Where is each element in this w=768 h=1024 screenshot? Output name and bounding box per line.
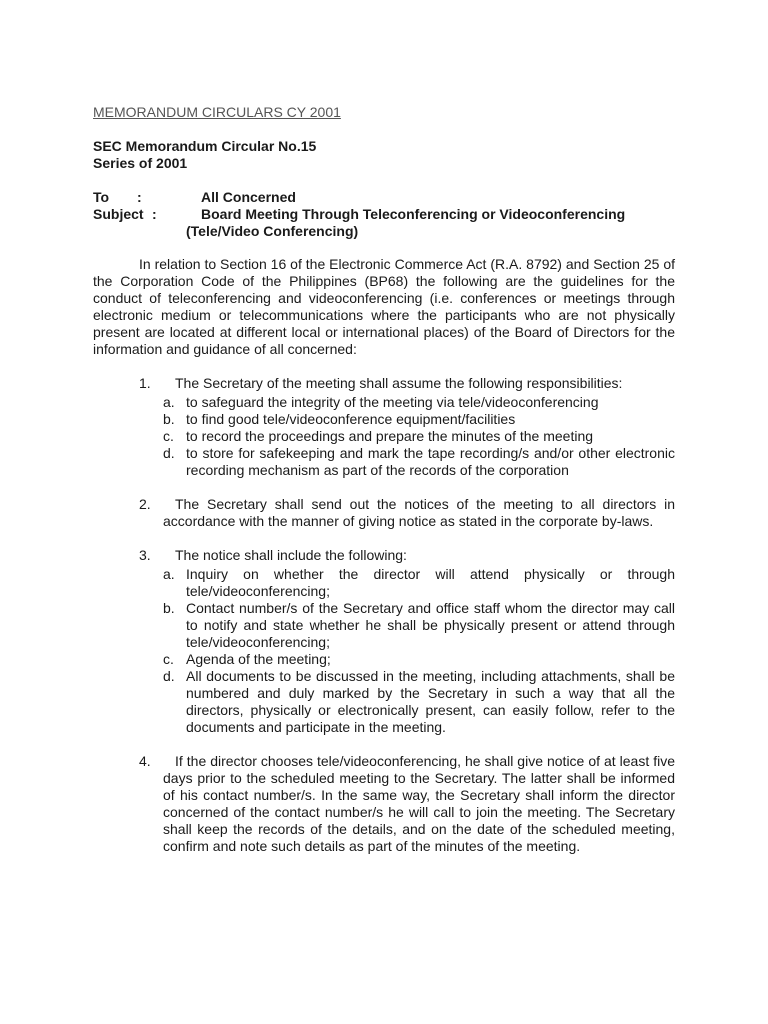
item-text: The Secretary shall send out the notices of the meeting to all directors in accordance with the manner of giving notice as stated in the corporate by-laws. bbox=[163, 496, 675, 529]
to-colon: : bbox=[137, 189, 142, 205]
subject-value: Board Meeting Through Teleconferencing or Videoconferencing bbox=[201, 206, 626, 222]
item-text: If the director chooses tele/videoconferencing, he shall give notice of at least five days prior to the scheduled meeting to the Secretary. The latter shall be informed of his contact number/s. In the same way, the Secretary shall inform the director concerned of the contact number/s he will call to join the meeting. The Secretary shall keep the records of the details, and on the date of the scheduled meeting, confirm and note such details as part of the minutes of the meeting. bbox=[163, 753, 675, 854]
sub-item-letter: c. bbox=[163, 428, 174, 444]
to-value: All Concerned bbox=[201, 189, 296, 205]
list-item bbox=[93, 496, 675, 530]
sub-item bbox=[93, 394, 675, 411]
sub-item-letter: a. bbox=[163, 566, 175, 582]
sub-list bbox=[163, 394, 675, 479]
list-item bbox=[93, 547, 675, 736]
subject-label: Subject bbox=[93, 206, 144, 222]
sub-item-text: to find good tele/videoconference equipment/facilities bbox=[186, 411, 516, 427]
circular-title-block bbox=[93, 138, 675, 172]
item-number: 1. bbox=[139, 375, 151, 391]
sub-item bbox=[93, 651, 675, 668]
item-text: The Secretary of the meeting shall assume the following responsibilities: bbox=[175, 375, 623, 391]
sub-item-text: All documents to be discussed in the meeting, including attachments, shall be numbered and duly marked by the Secretary in such a way that all the directors, physically or electronically present, can easily follow, refer to the documents and participate in the meeting. bbox=[186, 668, 675, 735]
sub-item-text: Inquiry on whether the director will attend physically or through tele/videoconferencing; bbox=[186, 566, 675, 599]
to-label: To bbox=[93, 189, 110, 205]
sub-item-letter: d. bbox=[163, 668, 175, 684]
item-text: The notice shall include the following: bbox=[175, 547, 407, 563]
sub-item-text: Contact number/s of the Secretary and office staff whom the director may call to notify and state whether he shall be physically present or attend through tele/videoconferencing; bbox=[186, 600, 675, 650]
item-number: 3. bbox=[139, 547, 151, 563]
intro-paragraph: In relation to Section 16 of the Electronic Commerce Act (R.A. 8792) and Section 25 of the Corporation Code of the Philippines (BP68) the following are the guidelines for the conduct of teleconferencing and videoconferencing (i.e. conferences or meetings through electronic medium or telecommunications where the participants who are not physically present are located at different local or international places) of the Board of Directors for the information and guidance of all concerned: bbox=[93, 256, 675, 357]
sub-item bbox=[93, 668, 675, 736]
subject-colon: : bbox=[152, 206, 157, 222]
circular-title: SEC Memorandum Circular No.15 bbox=[93, 138, 317, 154]
document-page bbox=[93, 104, 675, 872]
sub-item bbox=[93, 445, 675, 479]
list-item bbox=[93, 375, 675, 479]
item-number: 2. bbox=[139, 496, 151, 512]
sub-item bbox=[93, 411, 675, 428]
sub-list bbox=[163, 566, 675, 736]
item-number: 4. bbox=[139, 753, 151, 769]
sub-item-letter: b. bbox=[163, 411, 175, 427]
sub-item-text: to store for safekeeping and mark the tape recording/s and/or other electronic recording mechanism as part of the records of the corporation bbox=[186, 445, 675, 478]
sub-item bbox=[93, 600, 675, 651]
sub-item bbox=[93, 428, 675, 445]
circular-series: Series of 2001 bbox=[93, 155, 188, 171]
to-row bbox=[93, 189, 675, 206]
sub-item-letter: c. bbox=[163, 651, 174, 667]
sub-item-text: to safeguard the integrity of the meeting via tele/videoconferencing bbox=[186, 394, 599, 410]
subject-row bbox=[93, 206, 675, 223]
sub-item-text: to record the proceedings and prepare the minutes of the meeting bbox=[186, 428, 594, 444]
sub-item-letter: a. bbox=[163, 394, 175, 410]
sub-item-letter: b. bbox=[163, 600, 175, 616]
sub-item bbox=[93, 566, 675, 600]
list-item bbox=[93, 753, 675, 855]
sub-item-text: Agenda of the meeting; bbox=[186, 651, 331, 667]
memorandum-circulars-link[interactable]: MEMORANDUM CIRCULARS CY 2001 bbox=[93, 104, 341, 120]
subject-continuation: (Tele/Video Conferencing) bbox=[186, 223, 359, 239]
sub-item-letter: d. bbox=[163, 445, 175, 461]
numbered-items bbox=[93, 375, 675, 855]
